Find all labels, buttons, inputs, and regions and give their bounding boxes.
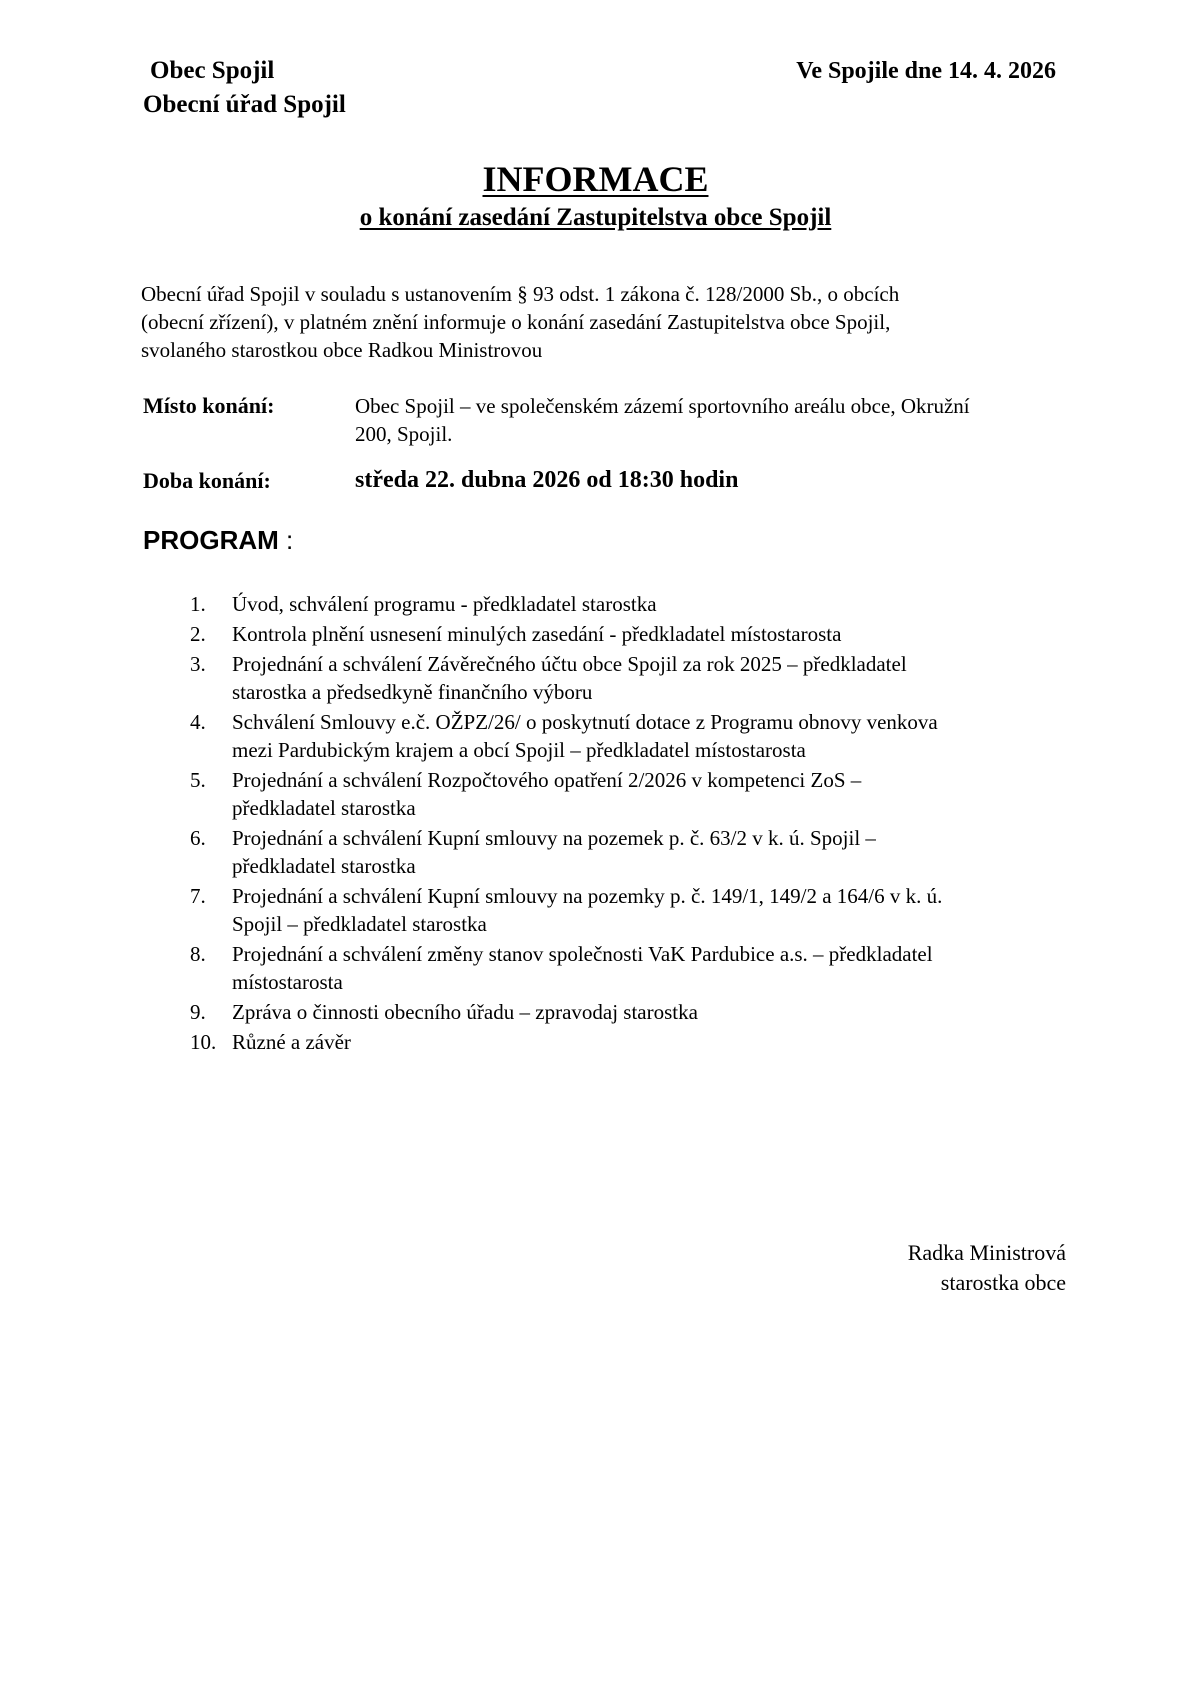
time-label: Doba konání: bbox=[143, 468, 271, 493]
place-value bbox=[355, 392, 1075, 448]
agenda-item-text bbox=[232, 1028, 1081, 1056]
agenda-item-number-cell bbox=[141, 940, 232, 996]
agenda-item-number: 4. bbox=[190, 710, 206, 734]
office-name: Obecní úřad Spojil bbox=[143, 91, 346, 118]
agenda-item-number-cell bbox=[141, 766, 232, 822]
agenda-item bbox=[141, 940, 1081, 996]
agenda-item-text bbox=[232, 766, 1081, 822]
agenda-item bbox=[141, 766, 1081, 822]
agenda-item-number-cell bbox=[141, 882, 232, 938]
agenda-item-number-cell bbox=[141, 590, 232, 618]
agenda-item-text bbox=[232, 708, 1081, 764]
agenda-item-text bbox=[232, 882, 1081, 938]
agenda-item-number: 9. bbox=[190, 1000, 206, 1024]
agenda-item-number: 1. bbox=[190, 592, 206, 616]
agenda-item-line: Spojil – předkladatel starostka bbox=[232, 912, 487, 936]
agenda-item-text bbox=[232, 998, 1081, 1026]
agenda-item-number-cell bbox=[141, 650, 232, 706]
agenda-item-text bbox=[232, 590, 1081, 618]
agenda-item-number: 7. bbox=[190, 884, 206, 908]
agenda-item-text bbox=[232, 620, 1081, 648]
agenda-item-number: 2. bbox=[190, 622, 206, 646]
agenda-item bbox=[141, 1028, 1081, 1056]
document-title: INFORMACE bbox=[482, 159, 709, 199]
agenda-item-number-cell bbox=[141, 620, 232, 648]
agenda-item-line: předkladatel starostka bbox=[232, 854, 416, 878]
place-label: Místo konání: bbox=[143, 393, 275, 418]
place-line: 200, Spojil. bbox=[355, 422, 453, 446]
agenda-item-number: 10. bbox=[190, 1030, 217, 1054]
program-heading-text: PROGRAM bbox=[143, 525, 279, 555]
agenda-item bbox=[141, 590, 1081, 618]
agenda-item-line: místostarosta bbox=[232, 970, 343, 994]
time-value: středa 22. dubna 2026 od 18:30 hodin bbox=[355, 467, 739, 493]
agenda-item-number-cell bbox=[141, 708, 232, 764]
agenda-item-number: 3. bbox=[190, 652, 206, 676]
municipality-name: Obec Spojil bbox=[150, 57, 275, 84]
agenda-item-number: 5. bbox=[190, 768, 206, 792]
agenda-item-line: Projednání a schválení Závěrečného účtu obce Spojil za rok 2025 – předkladatel bbox=[232, 652, 907, 676]
agenda-item bbox=[141, 708, 1081, 764]
agenda-item-line: mezi Pardubickým krajem a obcí Spojil – předkladatel místostarosta bbox=[232, 738, 806, 762]
agenda-item-text bbox=[232, 940, 1081, 996]
agenda-item bbox=[141, 824, 1081, 880]
agenda-item-line: Zpráva o činnosti obecního úřadu – zpravodaj starostka bbox=[232, 1000, 698, 1024]
agenda-item-line: Projednání a schválení Kupní smlouvy na pozemky p. č. 149/1, 149/2 a 164/6 v k. ú. bbox=[232, 884, 943, 908]
agenda-item-line: starostka a předsedkyně finančního výboru bbox=[232, 680, 593, 704]
place-line: Obec Spojil – ve společenském zázemí sportovního areálu obce, Okružní bbox=[355, 394, 970, 418]
agenda-item-line: Projednání a schválení Kupní smlouvy na pozemek p. č. 63/2 v k. ú. Spojil – bbox=[232, 826, 876, 850]
agenda-item-number-cell bbox=[141, 824, 232, 880]
place-date: Ve Spojile dne 14. 4. 2026 bbox=[796, 58, 1056, 84]
signature-name: Radka Ministrová bbox=[907, 1240, 1066, 1265]
agenda-item-line: předkladatel starostka bbox=[232, 796, 416, 820]
agenda-item-line: Kontrola plnění usnesení minulých zasedání - předkladatel místostarosta bbox=[232, 622, 842, 646]
agenda-item bbox=[141, 882, 1081, 938]
agenda-item-text bbox=[232, 824, 1081, 880]
agenda-item-number-cell bbox=[141, 1028, 232, 1056]
agenda-item-number-cell bbox=[141, 998, 232, 1026]
program-heading bbox=[143, 524, 293, 556]
agenda-list bbox=[141, 590, 1081, 1058]
agenda-item bbox=[141, 650, 1081, 706]
agenda-item-number: 8. bbox=[190, 942, 206, 966]
document-subtitle: o konání zasedání Zastupitelstva obce Spojil bbox=[359, 204, 832, 231]
intro-line: svolaného starostkou obce Radkou Ministrovou bbox=[141, 338, 543, 362]
agenda-item-line: Schválení Smlouvy e.č. OŽPZ/26/ o poskytnutí dotace z Programu obnovy venkova bbox=[232, 710, 938, 734]
intro-line: Obecní úřad Spojil v souladu s ustanovením § 93 odst. 1 zákona č. 128/2000 Sb., o obcích bbox=[141, 282, 900, 306]
agenda-item-number: 6. bbox=[190, 826, 206, 850]
agenda-item-text bbox=[232, 650, 1081, 706]
intro-line: (obecní zřízení), v platném znění informuje o konání zasedání Zastupitelstva obce Spojil, bbox=[141, 310, 891, 334]
agenda-item bbox=[141, 620, 1081, 648]
program-heading-suffix: : bbox=[278, 525, 294, 555]
agenda-item-line: Projednání a schválení Rozpočtového opatření 2/2026 v kompetenci ZoS – bbox=[232, 768, 862, 792]
agenda-item-line: Projednání a schválení změny stanov společnosti VaK Pardubice a.s. – předkladatel bbox=[232, 942, 933, 966]
agenda-item-line: Úvod, schválení programu - předkladatel starostka bbox=[232, 592, 657, 616]
signature-role: starostka obce bbox=[940, 1270, 1066, 1295]
intro-paragraph bbox=[141, 280, 1061, 364]
agenda-item-line: Různé a závěr bbox=[232, 1030, 351, 1054]
agenda-item bbox=[141, 998, 1081, 1026]
